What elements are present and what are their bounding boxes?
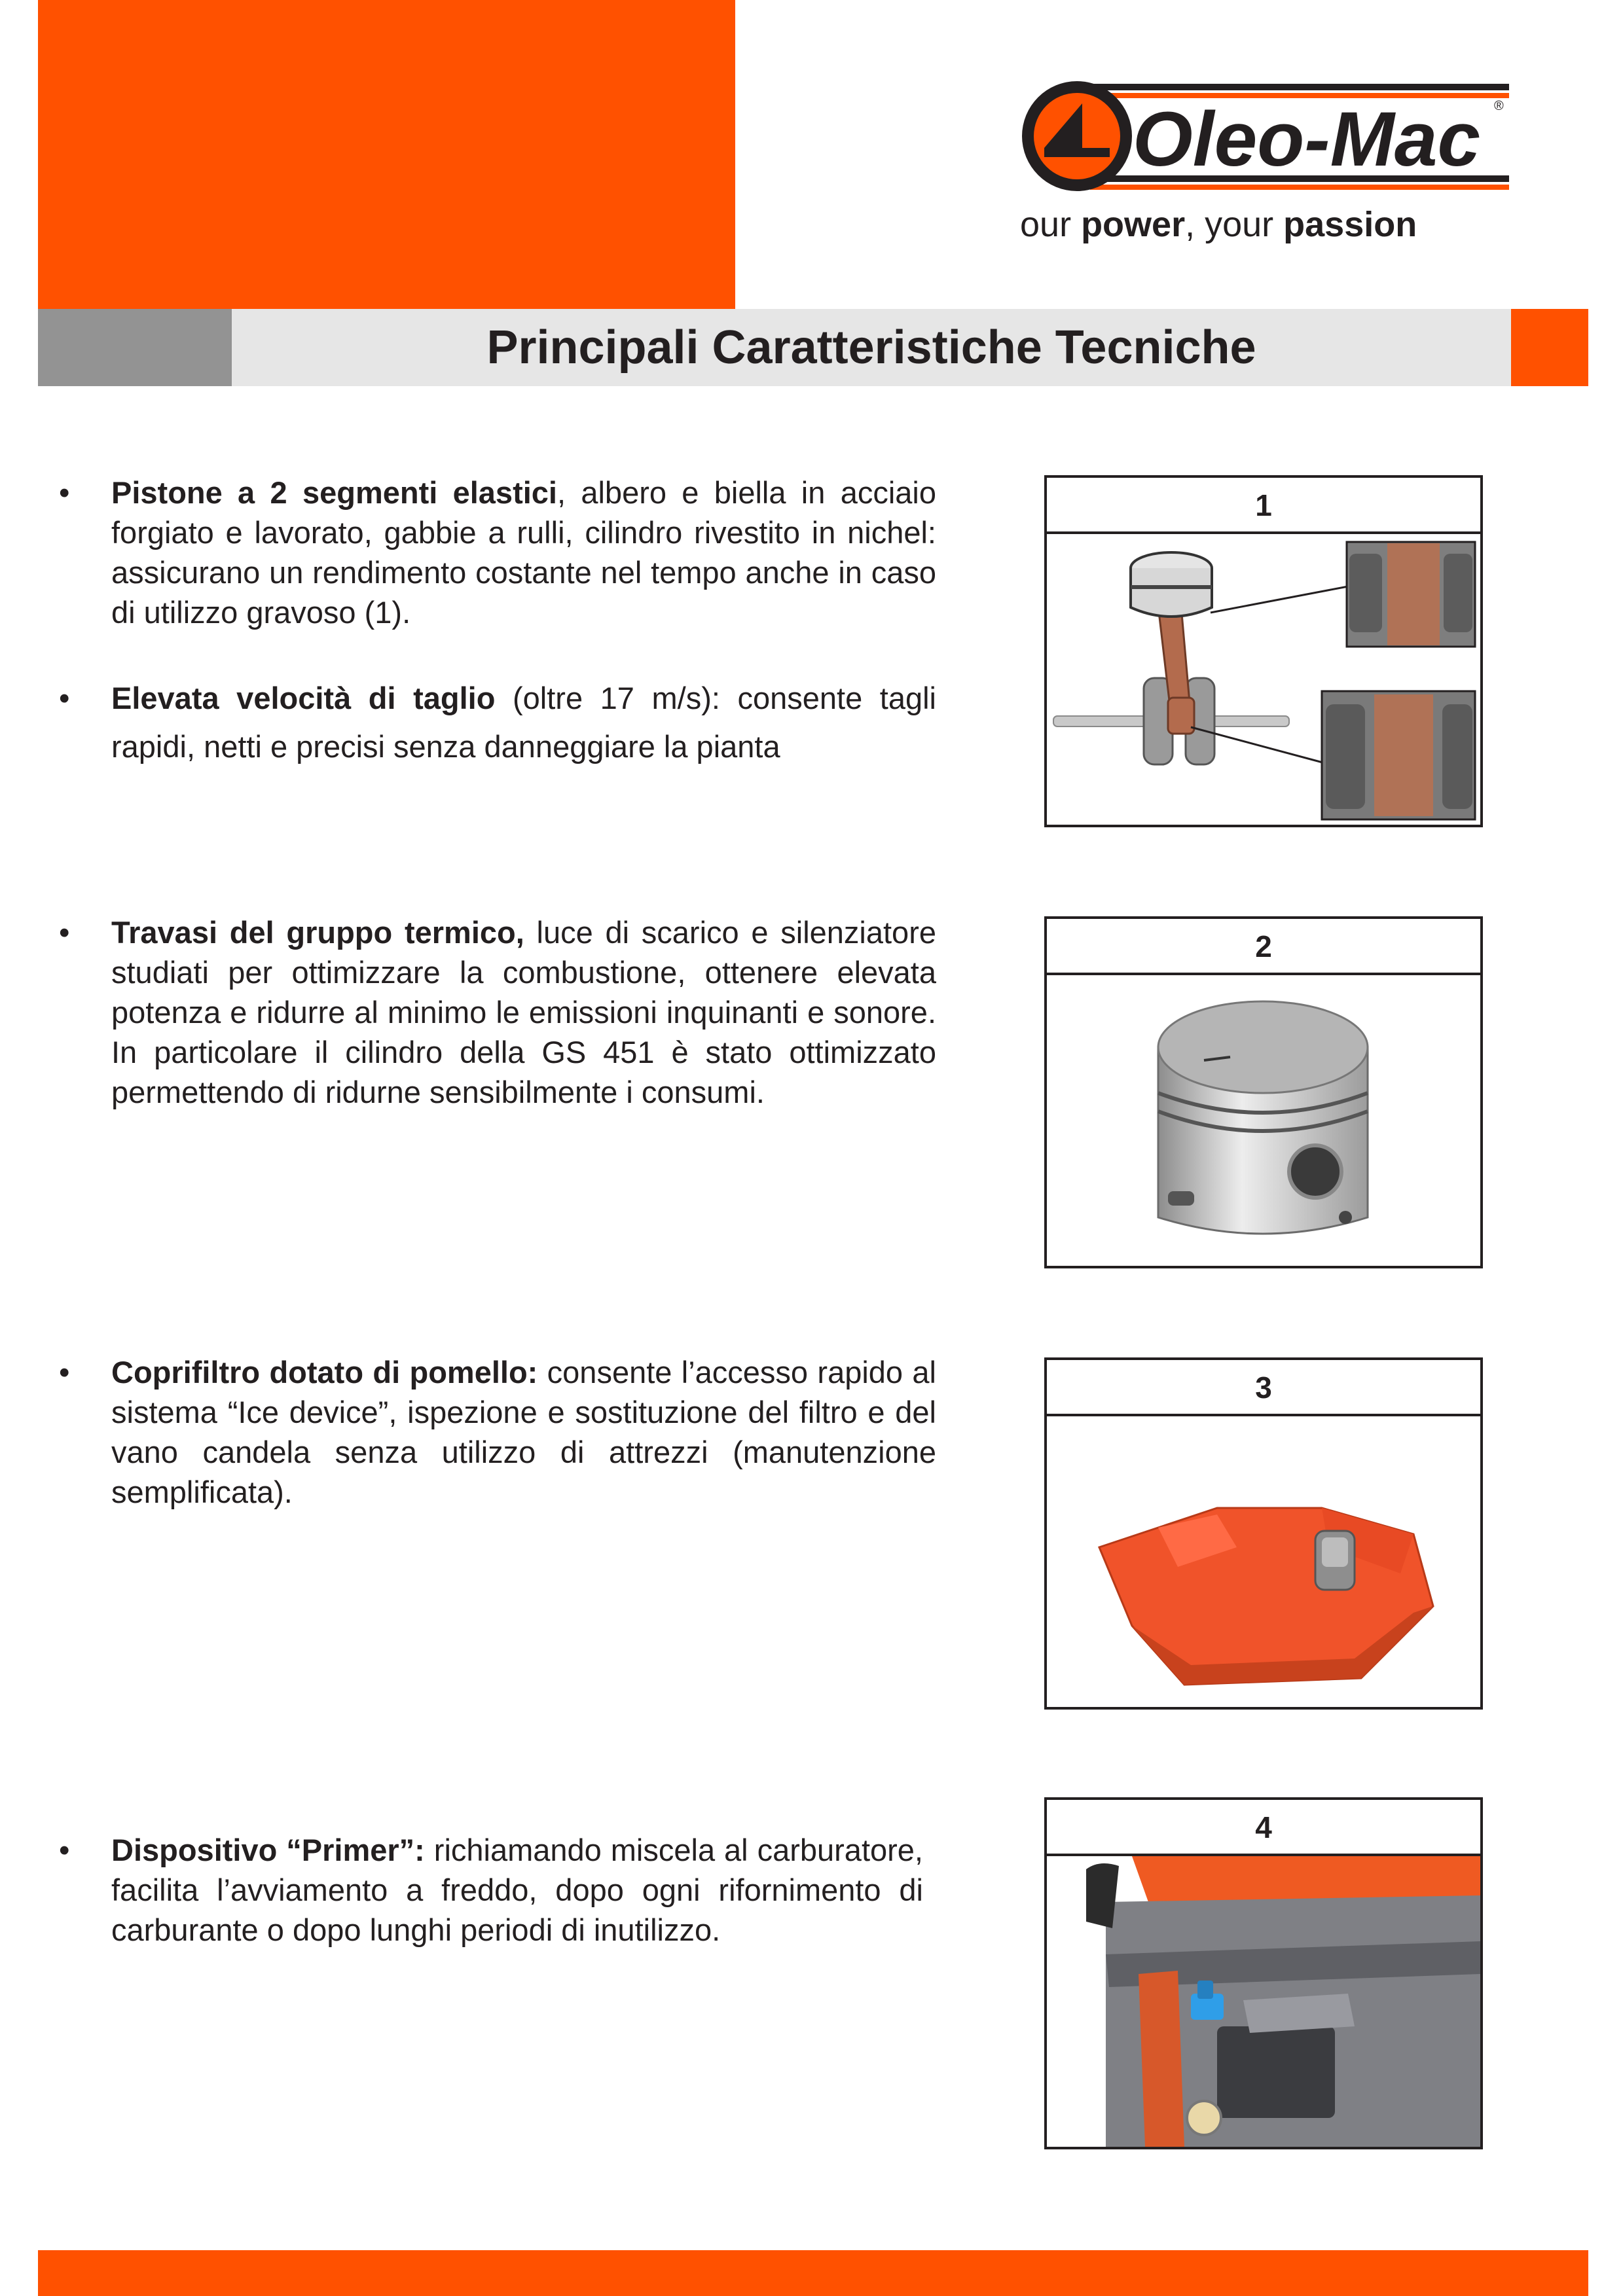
bullet-dot: • xyxy=(59,475,70,510)
title-band-orange-block xyxy=(1511,309,1588,386)
feature-item xyxy=(59,674,936,771)
feature-heading: Dispositivo “Primer”: xyxy=(111,1833,425,1867)
feature-heading: Coprifiltro dotato di pomello: xyxy=(111,1355,538,1390)
feature-item xyxy=(59,912,936,1112)
title-band xyxy=(38,309,1588,386)
bullet-dot: • xyxy=(59,681,70,715)
primer-device-photo-icon xyxy=(1047,1856,1480,2147)
figure-number: 4 xyxy=(1047,1800,1480,1856)
brand-wordmark: Oleo-Mac xyxy=(1133,96,1481,183)
bullet-dot: • xyxy=(59,1355,70,1390)
feature-text: richiamando miscela al carburatore, facilita l’avviamento a freddo, dopo ogni rifornimento di carburante o dopo lunghi periodi di inutilizzo. xyxy=(111,1833,923,1947)
crankshaft-photo-icon xyxy=(1047,534,1480,825)
feature-heading: Elevata velocità di taglio xyxy=(111,681,496,715)
bullet-dot: • xyxy=(59,1833,70,1867)
piston-photo-icon xyxy=(1047,975,1480,1266)
feature-item xyxy=(59,1830,923,1950)
footer-color-band xyxy=(38,2250,1588,2296)
figure-number: 3 xyxy=(1047,1360,1480,1416)
feature-text: consente l’accesso rapido al sistema “Ice device”, ispezione e sostituzione del filtro e del vano candela senza utilizzo di attrezzi (manutenzione semplificata). xyxy=(111,1355,936,1509)
filter-cover-photo-icon xyxy=(1047,1416,1480,1707)
feature-item xyxy=(59,1352,936,1512)
feature-text: (oltre 17 m/s): consente tagli rapidi, netti e precisi senza danneggiare la pianta xyxy=(111,681,936,764)
feature-text: luce di scarico e silenziatore studiati per ottimizzare la combustione, ottenere elevata potenza e ridurre al minimo le emissioni inquinanti e sonore. In particolare il cilindro della GS 451 è stato ottimizzato permettendo di ridurne sensibilmente i consumi. xyxy=(111,915,936,1109)
registered-mark: ® xyxy=(1494,99,1504,113)
bullet-dot: • xyxy=(59,915,70,950)
figure-1 xyxy=(1044,475,1483,827)
feature-heading: Travasi del gruppo termico, xyxy=(111,915,524,950)
figure-4 xyxy=(1044,1797,1483,2149)
feature-heading: Pistone a 2 segmenti elastici xyxy=(111,475,557,510)
figure-3 xyxy=(1044,1357,1483,1710)
figure-number: 2 xyxy=(1047,919,1480,975)
title-band-gray-block xyxy=(38,309,232,386)
figure-2 xyxy=(1044,916,1483,1268)
brand-tagline: our power, your passion xyxy=(1020,205,1417,244)
feature-item xyxy=(59,473,936,632)
figure-number: 1 xyxy=(1047,478,1480,534)
oleo-mac-logo xyxy=(1018,77,1516,202)
header-color-block xyxy=(38,0,735,309)
page-title: Principali Caratteristiche Tecniche xyxy=(486,321,1256,374)
feature-text: , albero e biella in acciaio forgiato e lavorato, gabbie a rulli, cilindro rivestito in nichel: assicurano un rendimento costante nel tempo anche in caso di utilizzo gravoso (1). xyxy=(111,475,936,630)
